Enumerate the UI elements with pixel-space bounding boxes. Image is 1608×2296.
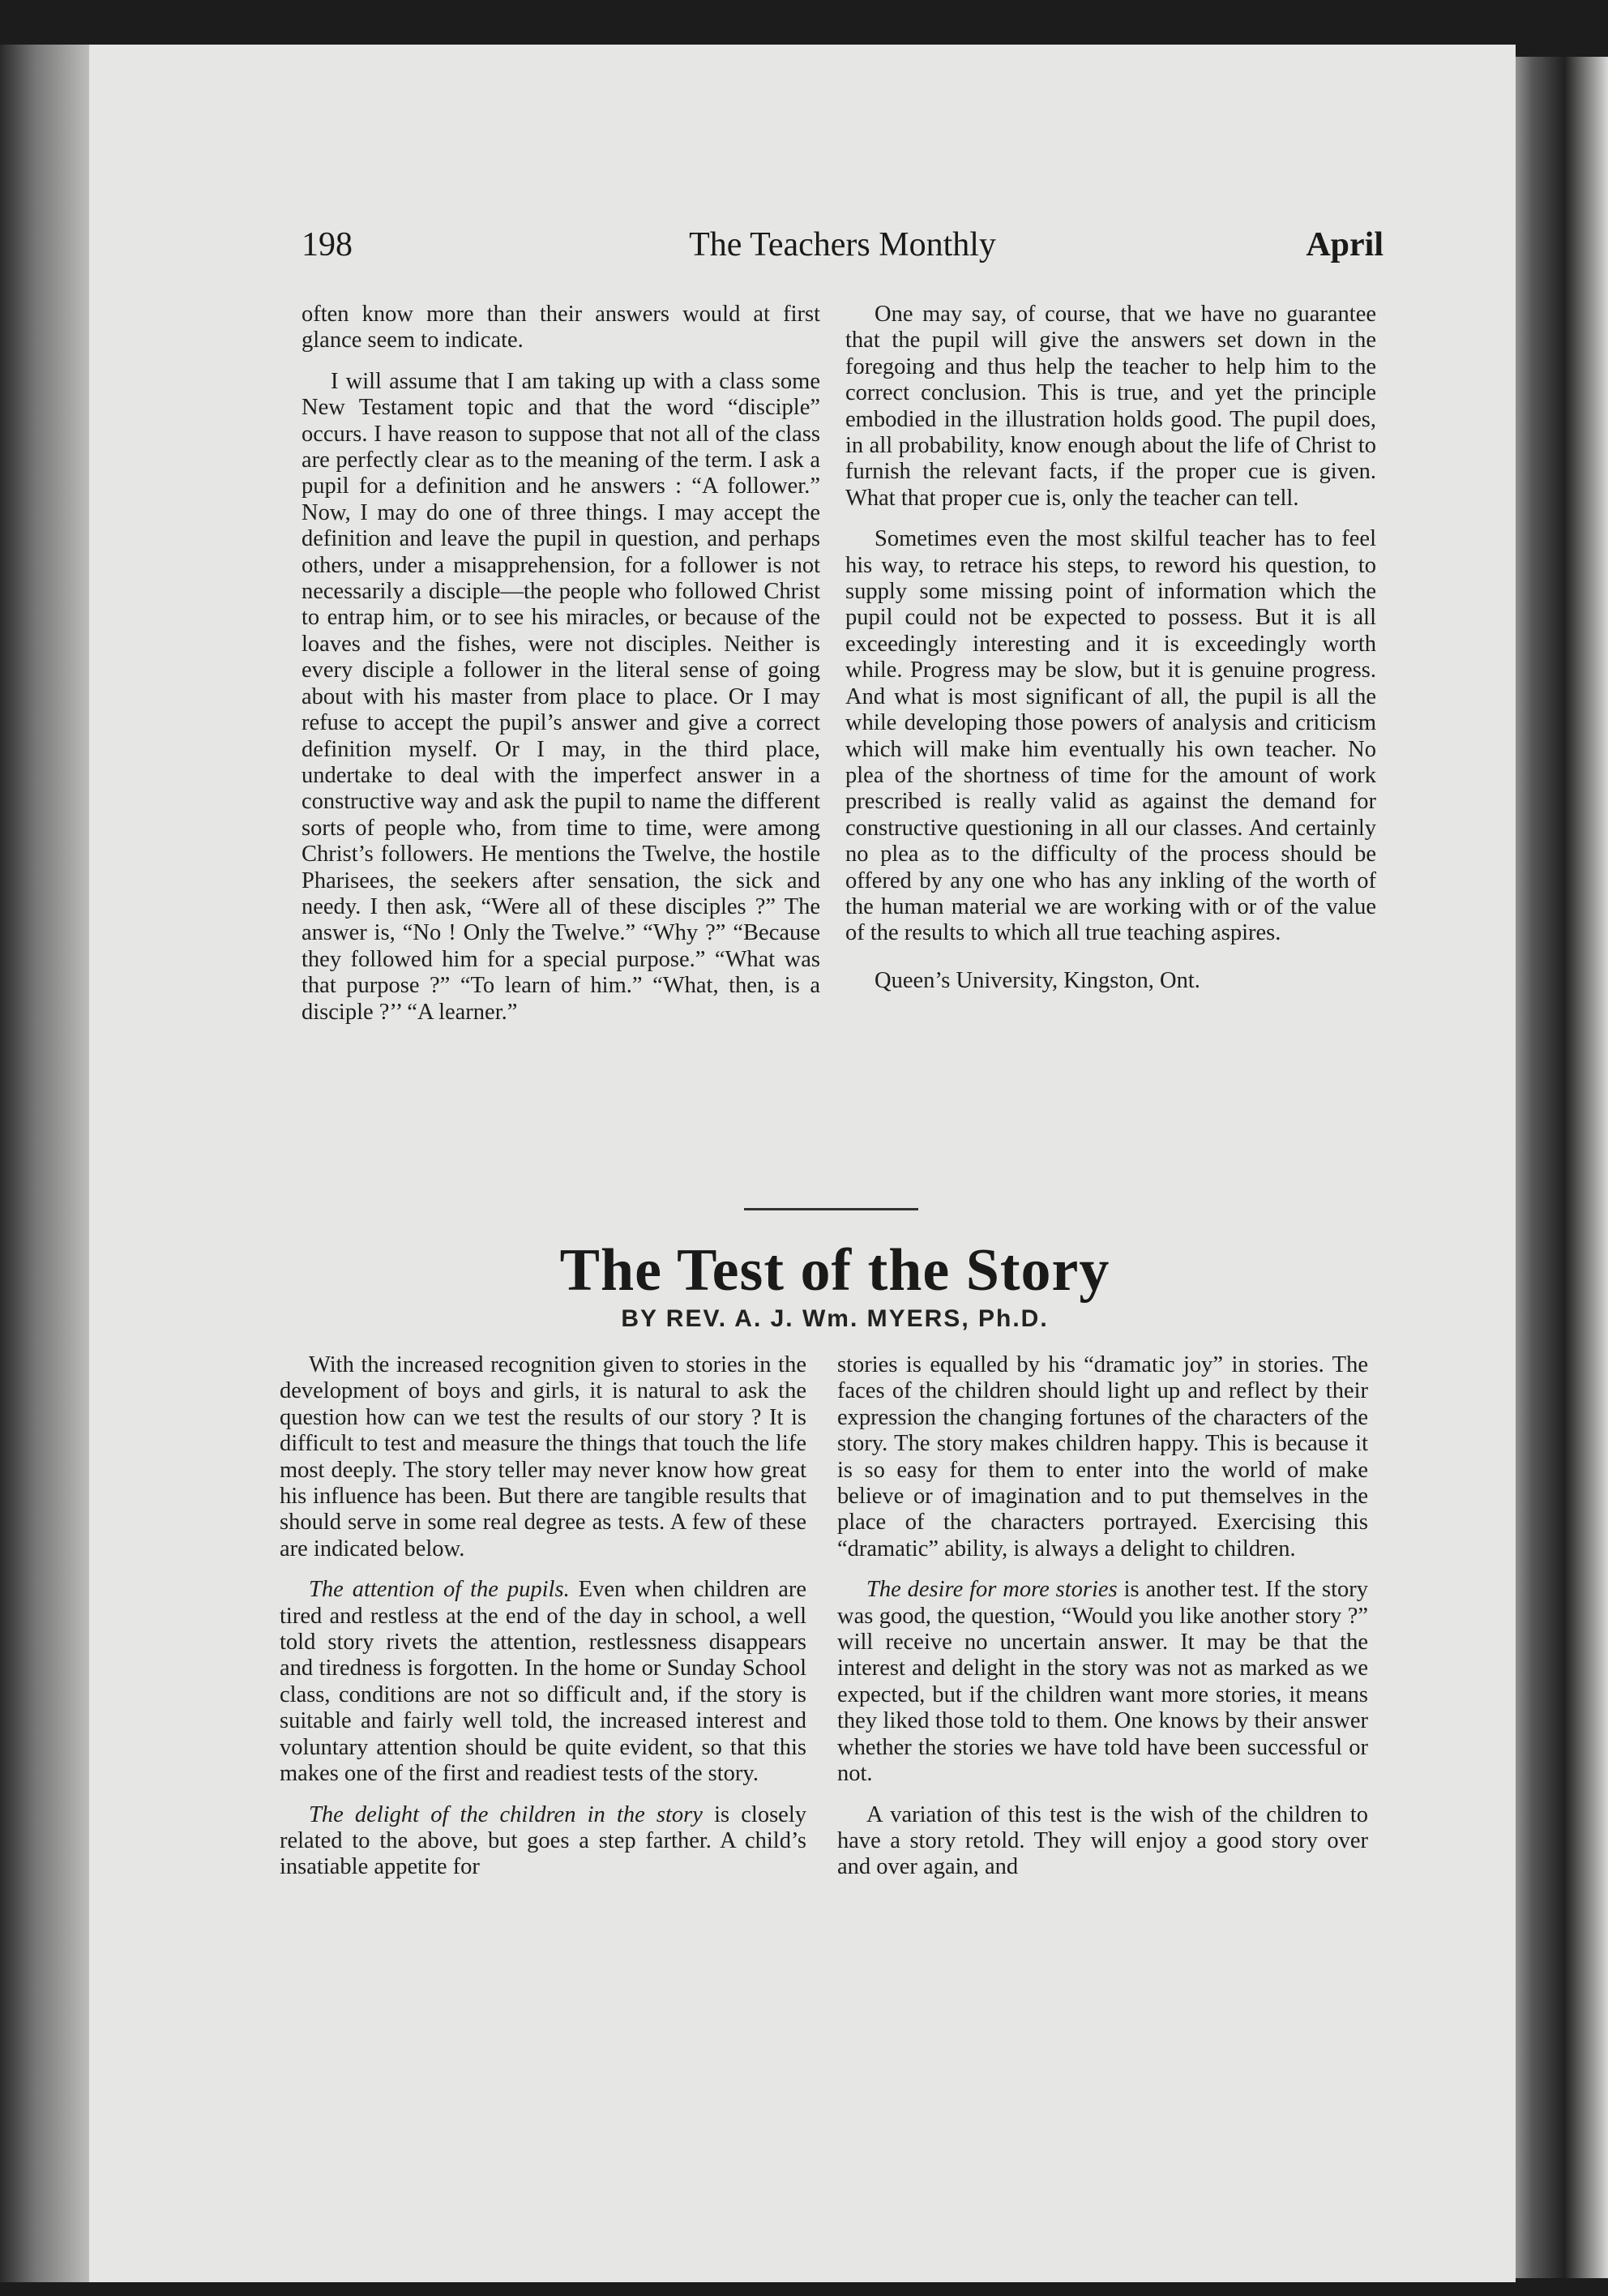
paragraph	[280, 1802, 806, 1881]
paragraph	[837, 1352, 1368, 1562]
section-divider	[744, 1208, 918, 1210]
paragraph-text: With the increased recognition given to stories in the development of boys and girls, it is natural to ask the question how can we test the results of our story ? It is difficult to test and measure the things that touch the life most deeply. The story teller may never know how great his influence has been. But there are tangible results that should serve in some real degree as tests. A few of these are indicated below.	[280, 1352, 806, 1561]
book-edge-left	[0, 45, 89, 2282]
first-article-left-column	[302, 302, 820, 1040]
running-header	[302, 225, 1383, 274]
paragraph: often know more than their answers would at first glance seem to indicate.	[302, 302, 820, 353]
paragraph	[280, 1577, 806, 1787]
paragraph-text: stories is equalled by his “dramatic joy” in stories. The faces of the children should light up and reflect by their expression the changing fortunes of the characters of the story. The story makes children happy. This is because it is so easy for them to enter into the world of make believe or of imagination and to put themselves in the place of the characters portrayed. Exercising this “dramatic” ability, is always a delight to children.	[837, 1352, 1368, 1561]
paragraph-lead: The desire for more stories	[866, 1577, 1118, 1603]
second-article-left-column	[280, 1352, 806, 1895]
book-edge-right	[1499, 57, 1608, 2278]
paragraph	[280, 1352, 806, 1562]
paragraph: One may say, of course, that we have no guarantee that the pupil will give the answers set down in the foregoing and thus help the teacher to help him to the correct conclusion. This is true, and yet the principle embodied in the illustration holds good. The pupil does, in all probability, know enough about the life of Christ to furnish the relevant facts, if the proper cue is given. What that proper cue is, only the teacher can tell.	[845, 302, 1376, 511]
journal-title: The Teachers Monthly	[689, 226, 996, 263]
first-article-right-column	[845, 302, 1376, 1009]
paragraph-lead: The attention of the pupils.	[309, 1577, 570, 1603]
page-number: 198	[302, 226, 353, 263]
paragraph	[837, 1802, 1368, 1881]
paragraph-lead: The delight of the children in the story	[309, 1801, 703, 1827]
paragraph	[837, 1577, 1368, 1787]
article-byline: BY REV. A. J. Wm. MYERS, Ph.D.	[621, 1305, 1049, 1332]
paragraph-text: is another test. If the story was good, the question, “Would you like another story ?” will receive no uncertain answer. It may be that the interest and delight in the story was not as marked as we expected, but if the children want more stories, it means they liked those told to them. One knows by their answer whether the stories we have told have been successful or not.	[837, 1577, 1368, 1787]
paragraph: Sometimes even the most skilful teacher has to feel his way, to retrace his steps, to reword his question, to supply some missing point of information which the pupil could not be expected to possess. But it is all exceedingly interesting and it is exceedingly worth while. Progress may be slow, but it is genuine progress. And what is most significant of all, the pupil is all the while developing those powers of analysis and criticism which will make him eventually his own teacher. No plea of the shortness of time for the amount of work prescribed is really valid as against the demand for constructive questioning in all our classes. And certainly no plea as to the difficulty of the process should be offered by any one who has any inkling of the worth of the human material we are working with or of the value of the results to which all true teaching aspires.	[845, 526, 1376, 946]
paragraph-text: is closely related to the above, but goes a step farther. A child’s insatiable appetite for	[280, 1801, 806, 1880]
article-title: The Test of the Story	[559, 1237, 1110, 1304]
issue-month: April	[1306, 226, 1383, 263]
paragraph: I will assume that I am taking up with a class some New Testament topic and that the word “disciple” occurs. I have reason to suppose that not all of the class are perfectly clear as to the meaning of the term. I ask a pupil for a definition and he answers : “A follower.” Now, I may do one of three things. I may accept the definition and leave the pupil in question, and perhaps others, under a misapprehension, for a follower is not necessarily a disciple—the people who followed Christ to entrap him, or to see his miracles, or because of the loaves and the fishes, were not disciples. Neither is every disciple a follower in the literal sense of going about with his master from place to place. Or I may refuse to accept the pupil’s answer and give a correct definition myself. Or I may, in the third place, undertake to deal with the imperfect answer in a constructive way and ask the pupil to name the different sorts of people who, from time to time, were among Christ’s followers. He mentions the Twelve, the hostile Pharisees, the seekers after sensation, the sick and needy. I then ask, “Were all of these disciples ?” The answer is, “No ! Only the Twelve.” “Why ?” “Because they followed him for a special purpose.” “What was that purpose ?” “To learn of him.” “What, then, is a disciple ?’’ “A learner.”	[302, 368, 820, 1025]
author-affiliation: Queen’s University, Kingston, Ont.	[875, 967, 1200, 993]
second-article-right-column	[837, 1352, 1368, 1895]
paragraph-text: Even when children are tired and restless at the end of the day in school, a well told story rivets the attention, restlessness disappears and tiredness is forgotten. In the home or Sunday School class, conditions are not so difficult and, if the story is suitable and fairly well told, the increased interest and voluntary attention should be quite evident, so that this makes one of the first and readiest tests of the story.	[280, 1577, 806, 1787]
paragraph-text: A variation of this test is the wish of the children to have a story retold. They will enjoy a good story over and over again, and	[837, 1801, 1368, 1880]
